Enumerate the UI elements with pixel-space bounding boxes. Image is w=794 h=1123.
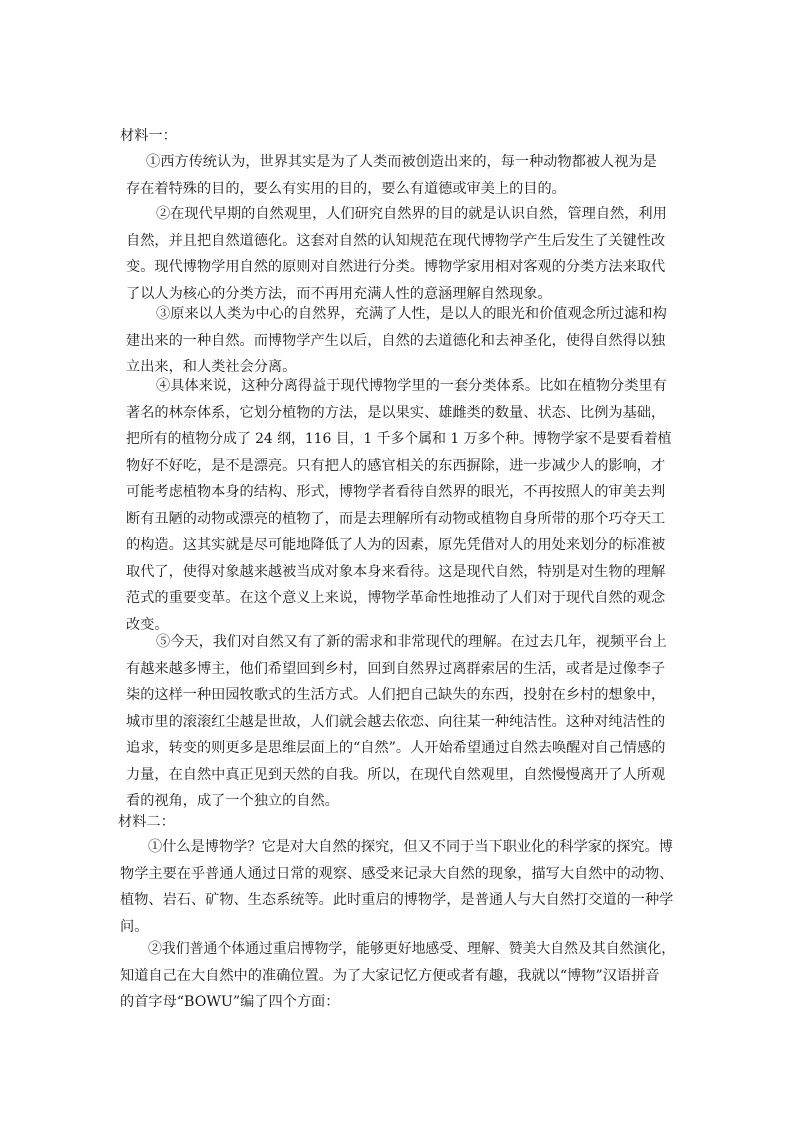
text-line: 城市里的滚滚红尘越是世故，人们就会越去依恋、向往某一种纯洁性。这种对纯洁性的	[126, 713, 666, 730]
m1-paragraph-2	[126, 201, 671, 307]
text-line: ①西方传统认为，世界其实是为了人类而被创造出来的，每一种动物都被人视为是	[146, 154, 657, 170]
text-line: 把所有的植物分成了 24 纲，116 目，1 千多个属和 1 万多个种。博物学家不是要看着植	[126, 431, 672, 447]
m2-paragraph-1	[120, 834, 675, 940]
text-line: 物好不好吃，是不是漂亮。只有把人的感官相关的东西摒除，进一步减少人的影响，才	[126, 457, 666, 474]
text-line: 力量，在自然中真正见到天然的自我。所以，在现代自然观里，自然慢慢离开了人所观	[126, 766, 666, 783]
text-line: ②在现代早期的自然观里，人们研究自然界的目的就是认识自然，管理自然，利用	[156, 206, 667, 222]
text-line: 自然，并且把自然道德化。这套对自然的认知规范在现代博物学产生后发生了关键性改	[126, 232, 666, 249]
text-line: 问。	[120, 918, 149, 935]
text-line: 追求，转变的则更多是思维层面上的“自然”。人开始希望通过自然去唤醒对自己情感的	[126, 740, 666, 756]
m1-paragraph-5	[126, 629, 671, 815]
text-line: 柒的这样一种田园牧歌式的生活方式。人们把自己缺失的东西，投射在乡村的想象中，	[126, 687, 666, 703]
text-line: ①什么是博物学？它是对大自然的探究，但又不同于当下职业化的科学家的探究。博	[148, 839, 673, 855]
text-line: 立出来，和人类社会分离。	[126, 359, 297, 375]
text-line: 变。现代博物学用自然的原则对自然进行分类。博物学家用相对客观的分类方法来取代	[126, 259, 666, 275]
m1-paragraph-3	[126, 301, 671, 381]
text-line: 有越来越多博主，他们希望回到乡村，回到自然界过离群索居的生活，或者是过像李子	[126, 660, 666, 677]
text-line: 取代了，使得对象越来越被当成对象本身来看待。这是现代自然，特别是对生物的理解	[126, 563, 666, 580]
text-line: 存在着特殊的目的，要么有实用的目的，要么有道德或审美上的目的。	[126, 180, 566, 197]
text-line: 物学主要在乎普通人通过日常的观察、感受来记录大自然的现象，描写大自然中的动物、	[120, 865, 674, 882]
text-line: 的首字母“BOWU”编了四个方面：	[120, 994, 340, 1010]
text-line: ③原来以人类为中心的自然界，充满了人性，是以人的眼光和价值观念所过滤和构	[156, 306, 667, 322]
m2-paragraph-2	[120, 936, 675, 1016]
text-line: 改变。	[126, 616, 169, 633]
material-two-heading: 材料二：	[118, 814, 175, 830]
text-line: 的构造。这其实就是尽可能地降低了人为的因素，原先凭借对人的用处来划分的标准被	[126, 537, 666, 553]
text-line: 建出来的一种自然。而博物学产生以后，自然的去道德化和去神圣化，使得自然得以独	[126, 332, 666, 349]
text-line: ②我们普通个体通过重启博物学，能够更好地感受、理解、赞美大自然及其自然演化，	[148, 941, 676, 957]
text-line: 范式的重要变革。在这个意义上来说，博物学革命性地推动了人们对于现代自然的观念	[126, 590, 666, 606]
material-one-heading: 材料一：	[120, 128, 177, 144]
text-line: 断有丑陋的动物或漂亮的植物了，而是去理解所有动物或植物自身所带的那个巧夺天工	[126, 510, 666, 527]
text-line: 看的视角，成了一个独立的自然。	[126, 793, 339, 809]
m1-paragraph-1	[126, 149, 671, 202]
text-line: ⑤今天，我们对自然又有了新的需求和非常现代的理解。在过去几年，视频平台上	[156, 634, 667, 650]
text-line: 可能考虑植物本身的结构、形式，博物学者看待自然界的眼光，不再按照人的审美去判	[126, 484, 666, 500]
text-line: 了以人为核心的分类方法，而不再用充满人性的意涵理解自然现象。	[126, 285, 552, 302]
text-line: 著名的林奈体系，它划分植物的方法，是以果实、雄雌类的数量、状态、比例为基础，	[126, 404, 666, 421]
text-line: 植物、岩石、矿物、生态系统等。此时重启的博物学，是普通人与大自然打交道的一种学	[120, 892, 674, 908]
m1-paragraph-4	[126, 373, 671, 638]
text-line: ④具体来说，这种分离得益于现代博物学里的一套分类体系。比如在植物分类里有	[156, 378, 667, 394]
text-line: 知道自己在大自然中的准确位置。为了大家记忆方便或者有趣，我就以“博物”汉语拼音	[120, 967, 660, 984]
